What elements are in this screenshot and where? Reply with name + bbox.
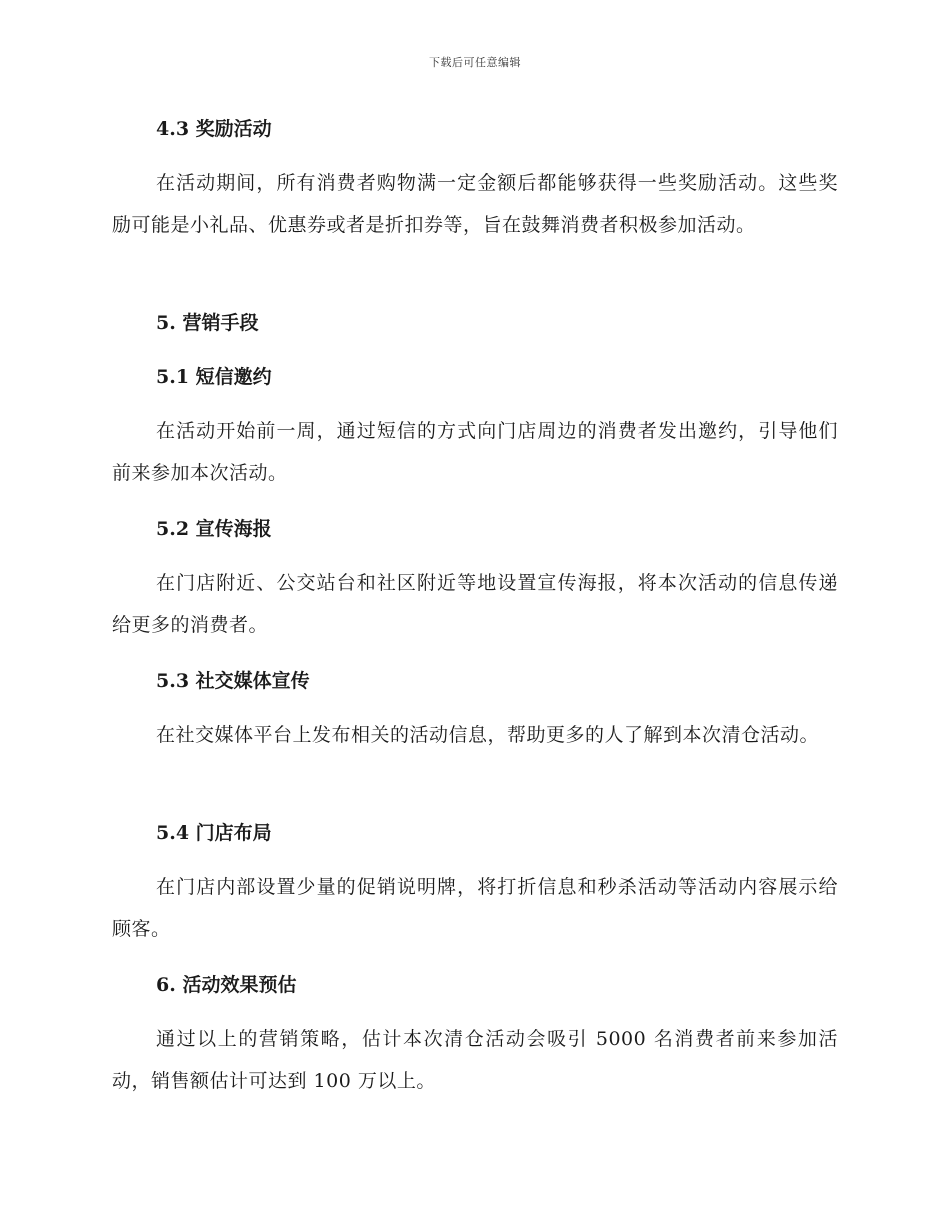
paragraph-store-layout: 在门店内部设置少量的促销说明牌，将打折信息和秒杀活动等活动内容展示给顾客。 <box>112 876 838 940</box>
section-heading-4-3: 4.3 奖励活动 <box>156 118 272 140</box>
section-heading-5-1: 5.1 短信邀约 <box>156 366 272 388</box>
paragraph-sms-invite: 在活动开始前一周，通过短信的方式向门店周边的消费者发出邀约，引导他们前来参加本次活动。 <box>112 420 838 484</box>
paragraph-social-media: 在社交媒体平台上发布相关的活动信息，帮助更多的人了解到本次清仓活动。 <box>156 724 820 746</box>
section-heading-5: 5. 营销手段 <box>156 312 259 334</box>
section-heading-5-4: 5.4 门店布局 <box>156 822 272 844</box>
paragraph-effect-estimate: 通过以上的营销策略，估计本次清仓活动会吸引 5000 名消费者前来参加活动，销售额估计可达到 100 万以上。 <box>112 1028 838 1092</box>
section-heading-5-2: 5.2 宣传海报 <box>156 518 272 540</box>
section-heading-5-3: 5.3 社交媒体宣传 <box>156 670 310 692</box>
section-heading-6: 6. 活动效果预估 <box>156 974 297 996</box>
paragraph-poster: 在门店附近、公交站台和社区附近等地设置宣传海报，将本次活动的信息传递给更多的消费者。 <box>112 572 838 636</box>
page-header: 下载后可任意编辑 <box>429 56 521 69</box>
paragraph-reward-activity: 在活动期间，所有消费者购物满一定金额后都能够获得一些奖励活动。这些奖励可能是小礼品、优惠券或者是折扣券等，旨在鼓舞消费者积极参加活动。 <box>112 172 838 236</box>
